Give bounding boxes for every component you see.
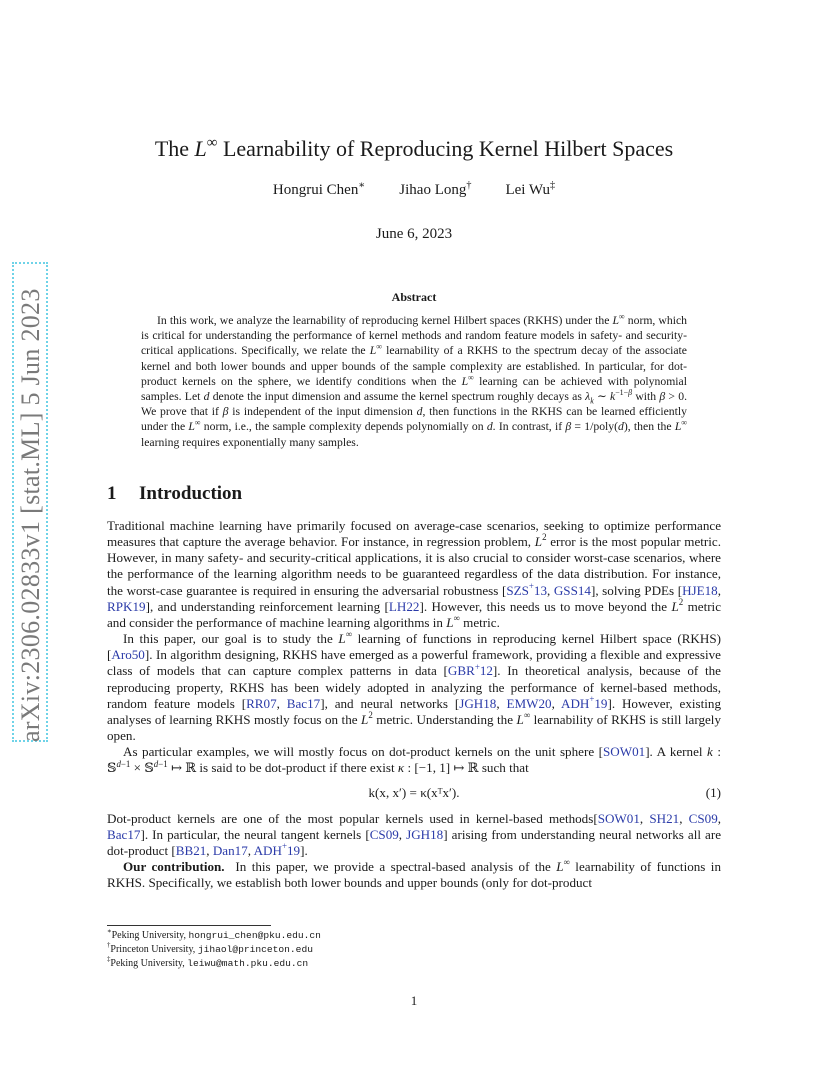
footnote-mark: ∗	[107, 928, 112, 936]
citation-link[interactable]: Dan17	[212, 842, 248, 858]
paper-date: June 6, 2023	[375, 226, 453, 242]
footnotes	[107, 929, 321, 971]
author-mark: ∗	[358, 179, 366, 191]
citation-link[interactable]: RR07	[246, 695, 277, 711]
author-mark: †	[466, 179, 472, 191]
page-number: 1	[410, 993, 418, 1008]
citation-link[interactable]: EMW20	[506, 695, 552, 711]
citation-link[interactable]: Aro50	[111, 647, 145, 663]
section-title: Introduction	[139, 483, 243, 504]
footnote-email[interactable]: leiwu@math.pku.edu.cn	[187, 958, 309, 969]
citation-link[interactable]: Bac17	[107, 826, 141, 842]
footnote	[107, 929, 321, 943]
citation-link[interactable]: SZS+13	[506, 580, 547, 598]
author	[505, 179, 556, 198]
citation-link[interactable]: JGH18	[459, 695, 497, 711]
author-name: Hongrui Chen	[272, 182, 359, 198]
citation-link[interactable]: BB21	[175, 842, 207, 858]
citation-link[interactable]: HJE18	[682, 582, 718, 598]
author	[399, 179, 472, 198]
footnote	[107, 943, 321, 957]
body-text	[107, 518, 721, 891]
author-name: Lei Wu	[505, 182, 550, 198]
title-prefix: The	[154, 136, 195, 161]
citation-link[interactable]: Bac17	[286, 695, 321, 711]
arxiv-stamp-text: arXiv:2306.02833v1 [stat.ML] 5 Jun 2023	[16, 288, 45, 742]
author-list	[0, 179, 828, 199]
section-heading	[107, 483, 242, 505]
author	[272, 179, 366, 198]
title-sup: ∞	[206, 134, 218, 151]
equation-body: k(x, x′) = κ(xᵀx′).	[368, 784, 460, 800]
citation-link[interactable]: GSS14	[553, 582, 591, 598]
citation-link[interactable]: JGH18	[406, 826, 444, 842]
citation-link[interactable]: SH21	[649, 810, 680, 826]
footnote-rule	[107, 925, 271, 926]
citation-link[interactable]: CS09	[369, 826, 399, 842]
footnote	[107, 957, 321, 971]
footnote-mark: †	[107, 942, 111, 950]
author-name: Jihao Long	[399, 182, 467, 198]
title-suffix: Learnability of Reproducing Kernel Hilbert Spaces	[217, 136, 674, 161]
footnote-affiliation: Peking University,	[111, 930, 189, 941]
title-math: L	[194, 136, 207, 161]
abstract-text: In this work, we analyze the learnability of reproducing kernel Hilbert spaces (RKHS) under the L∞ norm, which is critical for understanding the performance of kernel methods and random feature models in safety- and security-critical applications. Specifically, we relate the L∞ learnability of a RKHS to the spectrum decay of the associate kernel and both lower bounds and upper bounds of the sample complexity are established. In particular, for dot-product kernels on the sphere, we identify conditions when the L∞ learning can be achieved with polynomial samples. Let d denote the input dimension and assume the kernel spectrum roughly decays as $\lambda_k$ ∼ $k^{-1-\beta}$ with β > 0. We prove that if β is independent of the input dimension d, then functions in the RKHS can be learned efficiently under the L∞ norm, i.e., the sample complexity depends polynomially on d. In contrast, if β = 1/poly(d), then the L∞ learning requires exponentially many samples.	[141, 311, 688, 449]
paragraph: Our contribution. In this paper, we provide a spectral-based analysis of the L∞ learnability of functions in RKHS. Specifically, we establish both lower bounds and upper bounds (only for dot-product	[107, 857, 721, 891]
citation-link[interactable]: RPK19	[107, 598, 146, 614]
footnote-email[interactable]: jihaol@princeton.edu	[197, 944, 313, 955]
citation-link[interactable]: LH22	[388, 598, 420, 614]
paragraph: Dot-product kernels are one of the most popular kernels used in kernel-based methods[SOW01, SH21, CS09, Bac17]. In particular, the neural tangent kernels [CS09, JGH18] arising from understanding neural networks all are dot-product [BB21, Dan17, ADH+19].	[107, 810, 722, 858]
paragraph: In this paper, our goal is to study the L∞ learning of functions in reproducing kernel Hilbert space (RKHS) [Aro50]. In algorithm designing, RKHS have emerged as a powerful framework, providing a flexible and expressive class of models that can capture complex patterns in data [GBR+12]. In theoretical analysis, because of the reproducing property, RKHS has been widely adopted in analyzing the performance of kernel-based methods, random feature models [RR07, Bac17], and neural networks [JGH18, EMW20, ADH+19]. However, existing analyses of learning RKHS mostly focus on the $L^2$ metric. Understanding the L∞ learnability of RKHS is still largely open.	[107, 629, 722, 744]
equation-number: (1)	[705, 784, 721, 800]
equation	[107, 777, 721, 811]
paragraph: As particular examples, we will mostly focus on dot-product kernels on the unit sphere [SOW01]. A kernel k : 𝕊$^{d-1}$ × 𝕊$^{d-1}$ ↦ ℝ is said to be dot-product if there exist κ : [−1, 1] ↦ ℝ such that	[107, 744, 721, 776]
citation-link[interactable]: GBR+12	[447, 661, 493, 679]
section-number: 1	[107, 483, 117, 504]
arxiv-stamp	[14, 262, 48, 742]
footnote-affiliation: Peking University,	[110, 958, 188, 969]
author-mark: ‡	[549, 179, 556, 191]
paper-title	[0, 136, 828, 162]
footnote-email[interactable]: hongrui_chen@pku.edu.cn	[188, 930, 321, 941]
footnote-affiliation: Princeton University,	[110, 944, 198, 955]
abstract-heading: Abstract	[391, 290, 437, 304]
footnote-mark: ‡	[107, 956, 111, 964]
citation-link[interactable]: CS09	[688, 810, 718, 826]
paragraph: Traditional machine learning have primarily focused on average-case scenarios, seeking to optimize performance measures that capture the average behavior. For instance, in regression problem, $L^2$ error is the most popular metric. However, in many safety- and security-critical applications, it is also crucial to consider worst-case scenarios, where the performance of the learning algorithm needs to be guaranteed regardless of the data distribution. For instance, the worst-case guarantee is required in ensuring the adversarial robustness [SZS+13, GSS14], solving PDEs [HJE18, RPK19], and understanding reinforcement learning [LH22]. However, this needs us to move beyond the $L^2$ metric and consider the performance of machine learning algorithms in L∞ metric.	[107, 518, 722, 630]
citation-link[interactable]: ADH+19	[253, 841, 301, 858]
citation-link[interactable]: ADH+19	[560, 693, 608, 711]
citation-link[interactable]: SOW01	[602, 744, 646, 760]
citation-link[interactable]: SOW01	[597, 810, 640, 826]
